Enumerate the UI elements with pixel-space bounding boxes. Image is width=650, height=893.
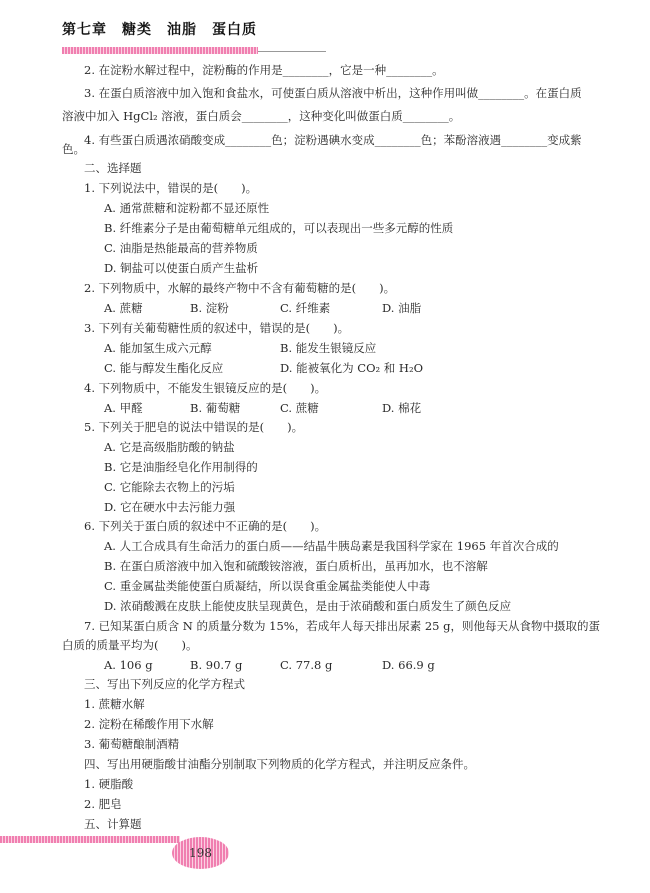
choice-q5-stem: 5. 下列关于肥皂的说法中错误的是( )。 [84, 420, 304, 434]
choice-q7-stem-cont: 白质的质量平均为( )。 [62, 638, 198, 652]
choice-q7-option: C. 77.8 g [280, 658, 333, 672]
footer-stripe [0, 836, 180, 843]
choice-q6-option: A. 人工合成具有生命活力的蛋白质——结晶牛胰岛素是我国科学家在 1965 年首次合成的 [104, 539, 559, 553]
page-number-badge [172, 837, 229, 869]
choice-q2-option: D. 油脂 [382, 301, 422, 315]
choice-q5-option: D. 它在硬水中去污能力强 [104, 500, 236, 514]
calc-heading: 五、计算题 [84, 817, 142, 831]
choice-q1-stem: 1. 下列说法中，错误的是( )。 [84, 181, 258, 195]
header-divider [258, 51, 326, 52]
choice-q4-option: A. 甲醛 [104, 401, 143, 415]
choice-q4-stem: 4. 下列物质中，不能发生银镜反应的是( )。 [84, 381, 327, 395]
equations-heading: 三、写出下列反应的化学方程式 [84, 677, 245, 691]
choice-q6-option: D. 浓硝酸溅在皮肤上能使皮肤呈现黄色，是由于浓硝酸和蛋白质发生了颜色反应 [104, 599, 512, 613]
choice-q5-option: C. 它能除去衣物上的污垢 [104, 480, 235, 494]
choice-q6-stem: 6. 下列关于蛋白质的叙述中不正确的是( )。 [84, 519, 327, 533]
page-number: 198 [189, 846, 212, 860]
choice-heading: 二、选择题 [84, 161, 142, 175]
choice-q7-stem: 7. 已知某蛋白质含 N 的质量分数为 15%，若成年人每天排出尿素 25 g，则他每天从食物中摄取的蛋 [84, 619, 601, 633]
chapter-title: 第七章 糖类 油脂 蛋白质 [62, 22, 257, 38]
stearin-item: 1. 硬脂酸 [84, 777, 134, 791]
choice-q1-option: A. 通常蔗糖和淀粉都不显还原性 [104, 201, 270, 215]
equations-item: 2. 淀粉在稀酸作用下水解 [84, 717, 214, 731]
choice-q6-option: C. 重金属盐类能使蛋白质凝结，所以误食重金属盐类能使人中毒 [104, 579, 431, 593]
choice-q4-option: D. 棉花 [382, 401, 422, 415]
choice-q6-option: B. 在蛋白质溶液中加入饱和硫酸铵溶液，蛋白质析出，虽再加水，也不溶解 [104, 559, 488, 573]
choice-q4-option: C. 蔗糖 [280, 401, 319, 415]
choice-q3-option: B. 能发生银镜反应 [280, 341, 377, 355]
equations-item: 3. 葡萄糖酿制酒精 [84, 737, 180, 751]
choice-q2-option: C. 纤维素 [280, 301, 331, 315]
choice-q7-option: D. 66.9 g [382, 658, 435, 672]
choice-q3-option: C. 能与醇发生酯化反应 [104, 361, 224, 375]
choice-q3-option: D. 能被氧化为 CO₂ 和 H₂O [280, 361, 423, 375]
fill-q4-line1: 4. 有些蛋白质遇浓硝酸变成________色；淀粉遇碘水变成________色；苯酚溶液遇________变成紫 [84, 133, 582, 147]
choice-q1-option: B. 纤维素分子是由葡萄糖单元组成的，可以表现出一些多元醇的性质 [104, 221, 454, 235]
choice-q2-stem: 2. 下列物质中，水解的最终产物中不含有葡萄糖的是( )。 [84, 281, 396, 295]
choice-q1-option: C. 油脂是热能最高的营养物质 [104, 241, 258, 255]
choice-q7-option: B. 90.7 g [190, 658, 243, 672]
choice-q1-option: D. 铜盐可以使蛋白质产生盐析 [104, 261, 259, 275]
stearin-item: 2. 肥皂 [84, 797, 122, 811]
choice-q4-option: B. 葡萄糖 [190, 401, 241, 415]
stearin-heading: 四、写出用硬脂酸甘油酯分别制取下列物质的化学方程式，并注明反应条件。 [84, 757, 475, 771]
choice-q3-option: A. 能加氢生成六元醇 [104, 341, 212, 355]
choice-q2-option: B. 淀粉 [190, 301, 229, 315]
header-stripe [62, 47, 258, 54]
choice-q3-stem: 3. 下列有关葡萄糖性质的叙述中，错误的是( )。 [84, 321, 350, 335]
fill-q3-line1: 3. 在蛋白质溶液中加入饱和食盐水，可使蛋白质从溶液中析出，这种作用叫做________。在蛋白质 [84, 86, 582, 100]
fill-q2: 2. 在淀粉水解过程中，淀粉酶的作用是________，它是一种________。 [84, 63, 444, 77]
equations-item: 1. 蔗糖水解 [84, 697, 145, 711]
fill-q3-line2: 溶液中加入 HgCl₂ 溶液，蛋白质会________，这种变化叫做蛋白质________。 [62, 109, 461, 123]
choice-q5-option: A. 它是高级脂肪酸的钠盐 [104, 440, 235, 454]
choice-q7-option: A. 106 g [104, 658, 153, 672]
choice-q2-option: A. 蔗糖 [104, 301, 143, 315]
fill-q4-line2: 色。 [62, 142, 85, 156]
choice-q5-option: B. 它是油脂经皂化作用制得的 [104, 460, 258, 474]
